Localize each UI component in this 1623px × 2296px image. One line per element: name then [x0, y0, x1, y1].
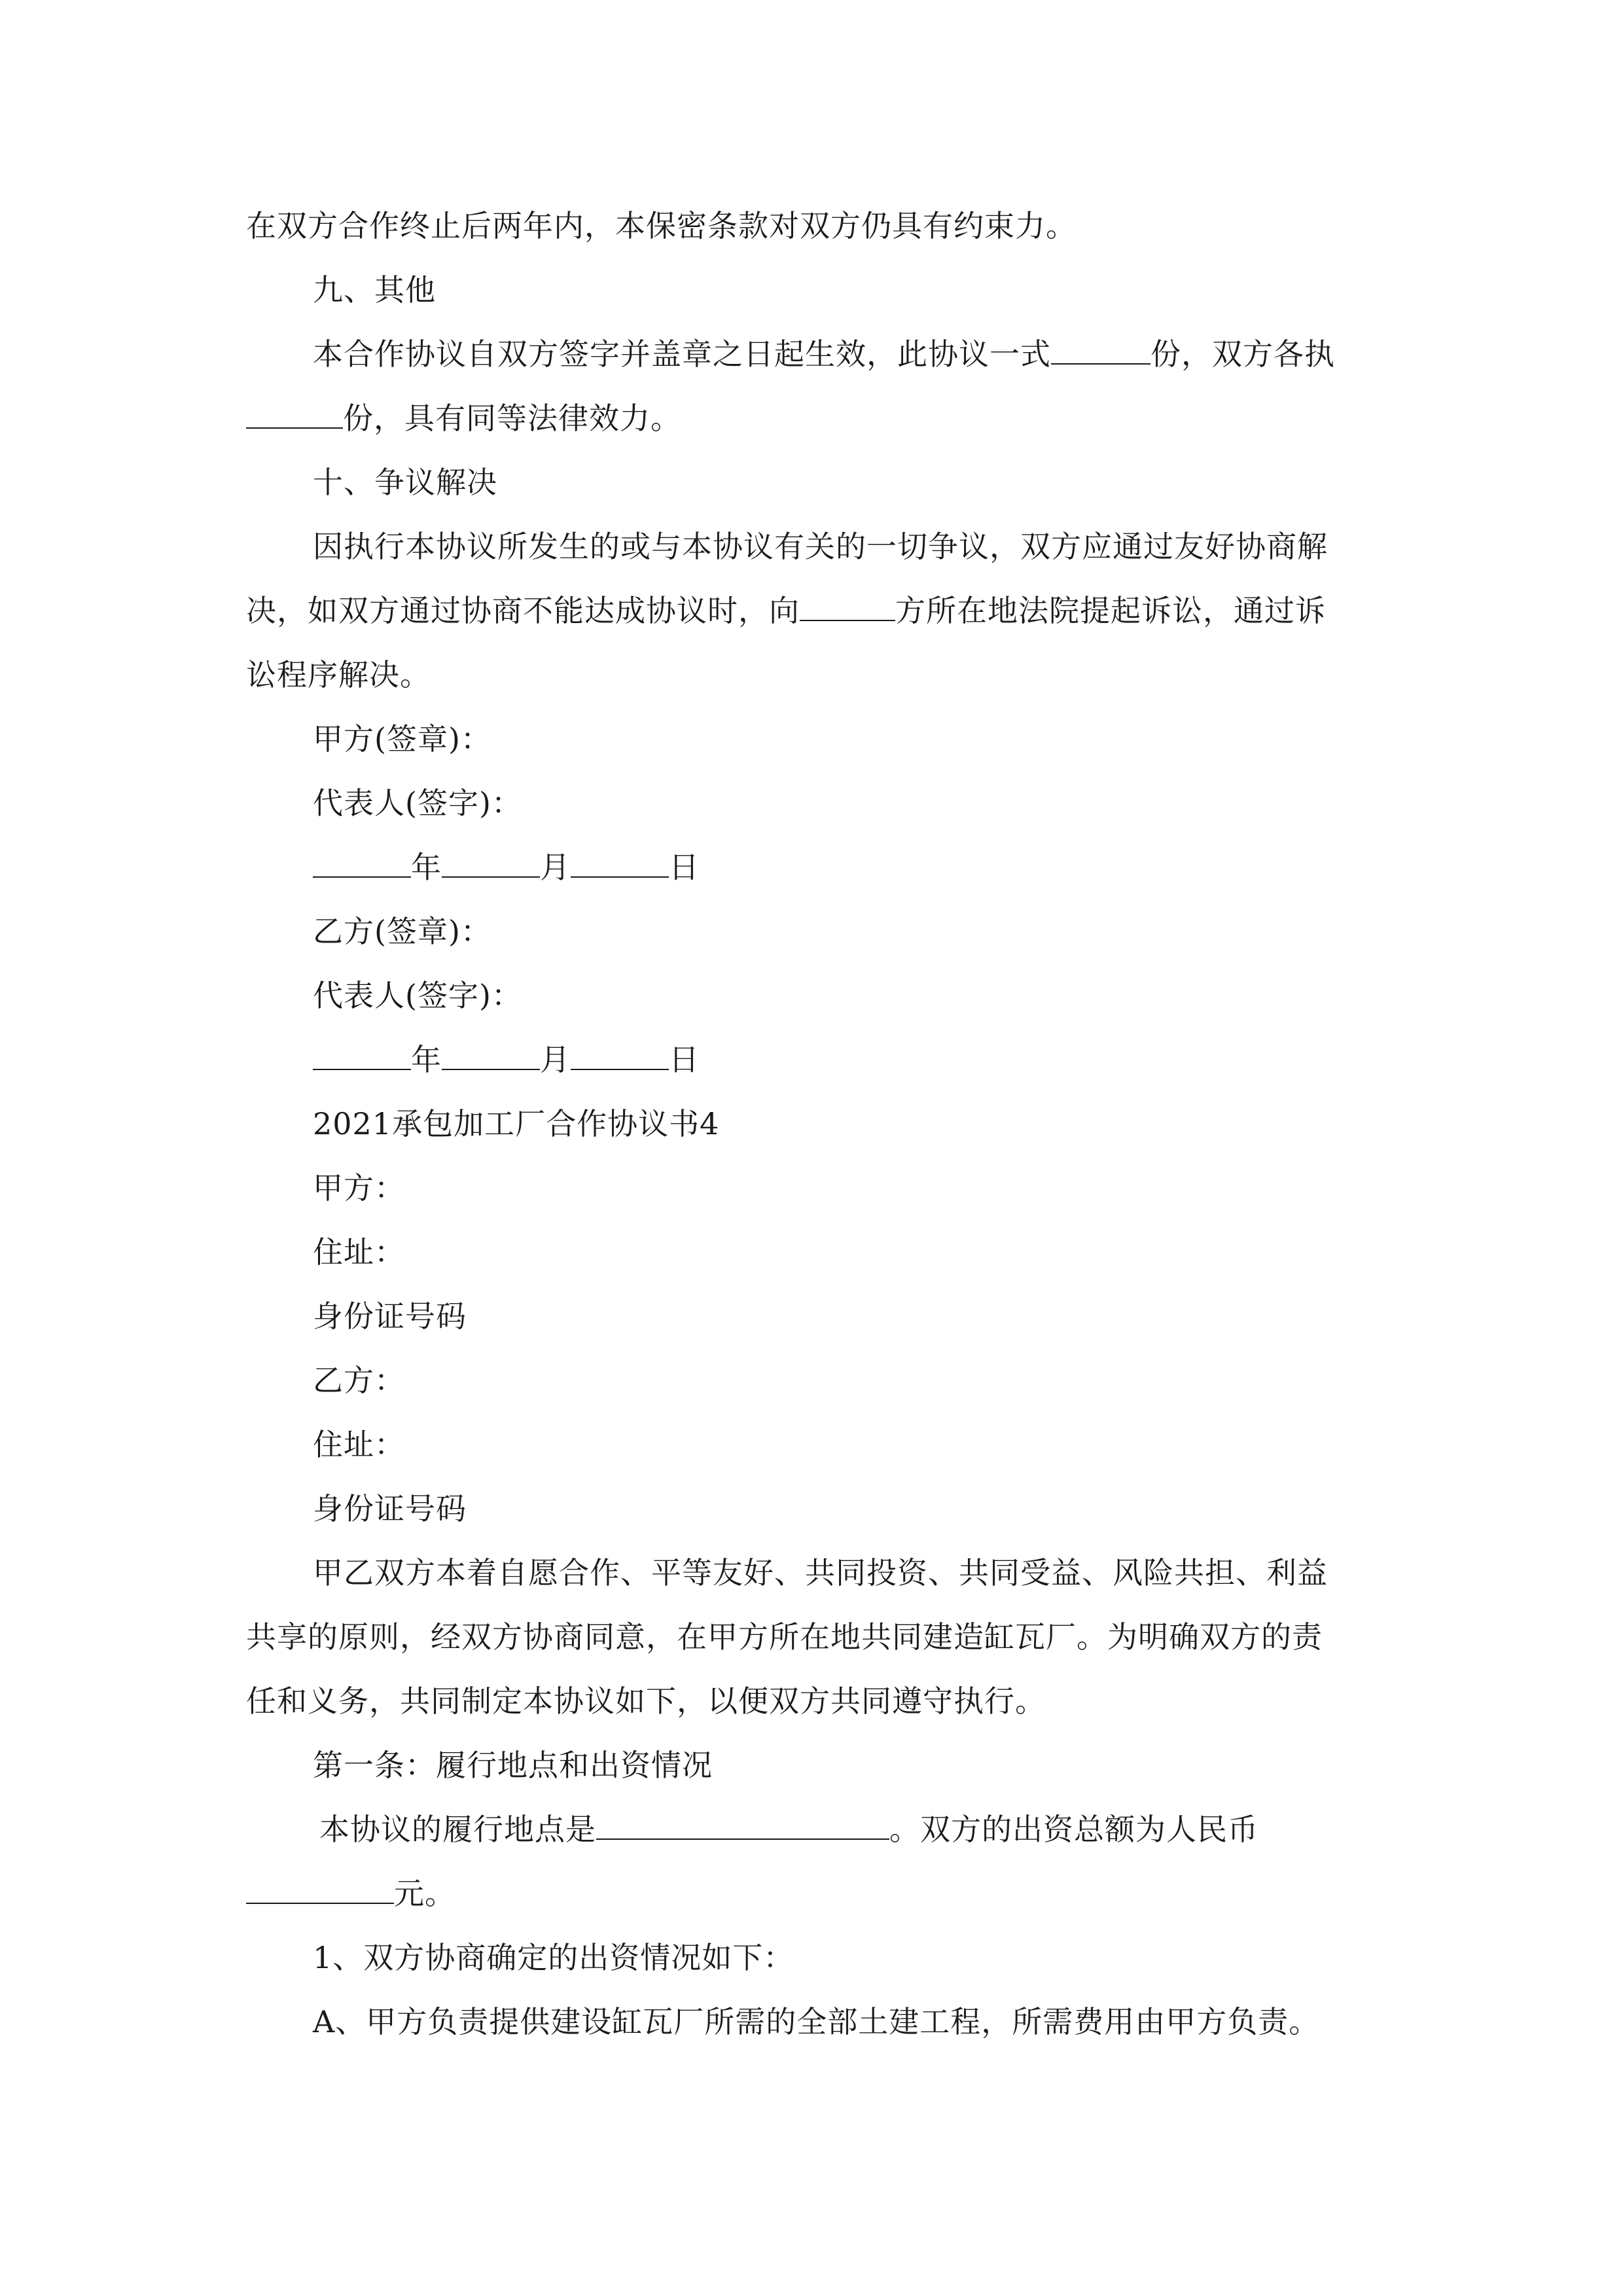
paragraph-location-line1: 本协议的履行地点是 。双方的出资总额为人民币 [319, 1810, 1258, 1849]
paragraph-dispute-line3: 讼程序解决。 [246, 657, 431, 692]
paragraph-dispute-line2: 决，如双方通过协商不能达成协议时，向 方所在地法院提起诉讼，通过诉 [246, 591, 1326, 630]
day-blank [571, 848, 669, 878]
section-heading-10: 十、争议解决 [313, 465, 497, 500]
year-blank [313, 848, 411, 878]
party-a-representative-label: 代表人(签字)： [313, 785, 522, 821]
paragraph-dispute-line1: 因执行本协议所发生的或与本协议有关的一切争议，双方应通过友好协商解 [313, 529, 1328, 564]
party-b-date-line: 年 月 日 [313, 1040, 700, 1079]
party-a-seal-label: 甲方(签章)： [313, 721, 491, 757]
month-blank [442, 848, 540, 878]
paragraph-effectiveness-line1: 本合作协议自双方签字并盖章之日起生效，此协议一式 份，双方各执 [313, 334, 1335, 374]
paragraph-principles-line2: 共享的原则，经双方协商同意，在甲方所在地共同建造缸瓦厂。为明确双方的责 [246, 1619, 1323, 1655]
day-blank [571, 1040, 669, 1070]
party-b-seal-label: 乙方(签章)： [313, 914, 491, 949]
paragraph-principles-line1: 甲乙双方本着自愿合作、平等友好、共同投资、共同受益、风险共担、利益 [313, 1555, 1328, 1590]
party-b-representative-label: 代表人(签字)： [313, 978, 522, 1013]
location-blank [596, 1810, 889, 1840]
court-party-blank [800, 591, 895, 621]
total-amount-blank [246, 1874, 394, 1904]
item-a: A、甲方负责提供建设缸瓦厂所需的全部土建工程，所需费用由甲方负责。 [313, 2004, 1320, 2039]
paragraph-location-line2: 元。 [246, 1874, 455, 1913]
month-blank [442, 1040, 540, 1070]
party-a-address-label: 住址： [313, 1234, 405, 1270]
party-a-date-line: 年 月 日 [313, 848, 700, 887]
copies-total-blank [1051, 334, 1150, 365]
party-b-address-label: 住址： [313, 1427, 405, 1462]
party-a-id-label: 身份证号码 [313, 1299, 467, 1334]
item-1: 1、双方协商确定的出资情况如下： [313, 1940, 794, 1975]
year-blank [313, 1040, 411, 1070]
article-1-heading: 第一条：履行地点和出资情况 [313, 1748, 713, 1783]
section-heading-9: 九、其他 [313, 272, 436, 308]
copies-each-blank [246, 399, 343, 429]
party-b-label: 乙方： [313, 1363, 405, 1398]
paragraph-confidentiality-end: 在双方合作终止后两年内，本保密条款对双方仍具有约束力。 [246, 208, 1077, 243]
party-a-label: 甲方： [313, 1170, 405, 1206]
agreement-title: 2021承包加工厂合作协议书4 [313, 1106, 720, 1141]
party-b-id-label: 身份证号码 [313, 1491, 467, 1526]
paragraph-effectiveness-line2: 份，具有同等法律效力。 [246, 399, 681, 438]
paragraph-principles-line3: 任和义务，共同制定本协议如下，以便双方共同遵守执行。 [246, 1683, 1046, 1719]
